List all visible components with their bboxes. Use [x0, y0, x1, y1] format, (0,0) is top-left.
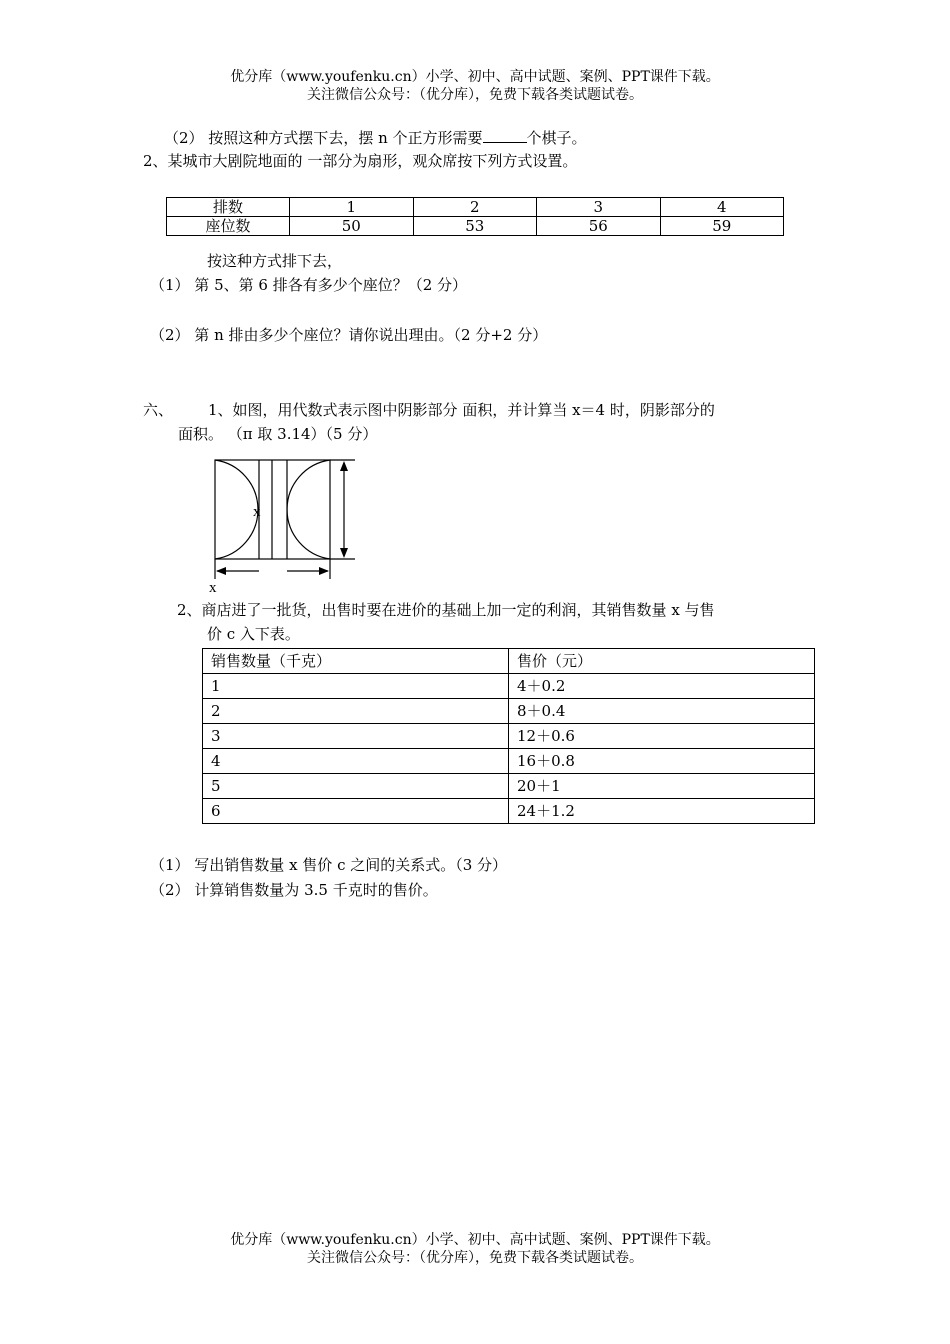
seat-header-cell: 座位数	[167, 217, 290, 236]
footer-line-2: 关注微信公众号：（优分库），免费下载各类试题试卷。	[307, 1250, 643, 1266]
table-cell: 1	[290, 198, 414, 217]
q2-intro: 2、某城市大剧院地面的 一部分为扇形，观众席按下列方式设置。	[143, 152, 578, 170]
section-label: 六、	[143, 401, 174, 419]
s6-q2-line1: 2、商店进了一批货，出售时要在进价的基础上加一定的利润，其销售数量 x 与售	[177, 601, 715, 619]
figure-label-x: x	[253, 504, 261, 520]
table-cell: 20＋1	[509, 774, 815, 799]
table-header-cell: 销售数量（千克）	[203, 649, 509, 674]
table-row	[203, 774, 815, 799]
sales-table	[202, 648, 815, 824]
table-header-cell: 售价（元）	[509, 649, 815, 674]
table-cell: 2	[413, 198, 537, 217]
q2-continue: 按这种方式排下去，	[207, 252, 343, 270]
table-cell: 59	[660, 217, 784, 236]
seat-table	[166, 197, 784, 236]
arrow-right-icon	[319, 567, 329, 575]
table-row	[167, 198, 784, 217]
q2-sub2: （2） 第 n 排由多少个座位？请你说出理由。（2 分+2 分）	[150, 326, 548, 344]
table-cell: 2	[203, 699, 509, 724]
arrow-left-icon	[216, 567, 226, 575]
right-semicircle	[287, 460, 330, 559]
table-cell: 4＋0.2	[509, 674, 815, 699]
s6-q1-line1: 1、如图，用代数式表示图中阴影部分 面积，并计算当 x＝4 时，阴影部分的	[208, 401, 715, 419]
table-cell: 8＋0.4	[509, 699, 815, 724]
q1-part2-text: （2） 按照这种方式摆下去，摆 n 个正方形需要	[164, 129, 483, 147]
table-cell: 3	[537, 198, 661, 217]
table-cell: 6	[203, 799, 509, 824]
table-cell: 5	[203, 774, 509, 799]
s6-q2-sub1: （1） 写出销售数量 x 售价 c 之间的关系式。（3 分）	[150, 856, 508, 874]
table-cell: 4	[660, 198, 784, 217]
table-header-row	[203, 649, 815, 674]
left-semicircle	[215, 460, 258, 559]
q1-part2	[164, 128, 587, 147]
table-cell: 3	[203, 724, 509, 749]
table-cell: 50	[290, 217, 414, 236]
figure-label-x-bottom: x	[209, 580, 217, 595]
footer-line-1: 优分库（www.youfenku.cn）小学、初中、高中试题、案例、PPT课件下载。	[230, 1232, 720, 1248]
arrow-down-icon	[340, 548, 348, 558]
header-line-2: 关注微信公众号：（优分库），免费下载各类试题试卷。	[307, 87, 643, 103]
row-header-cell: 排数	[167, 198, 290, 217]
q2-sub1: （1） 第 5、第 6 排各有多少个座位？（2 分）	[150, 276, 468, 294]
table-row	[167, 217, 784, 236]
q1-part2-suffix: 个棋子。	[526, 129, 587, 147]
arrow-up-icon	[340, 461, 348, 471]
table-row	[203, 749, 815, 774]
s6-q2-line2: 价 c 入下表。	[207, 625, 300, 643]
table-row	[203, 799, 815, 824]
answer-blank[interactable]	[483, 128, 527, 143]
table-cell: 16＋0.8	[509, 749, 815, 774]
table-cell: 56	[537, 217, 661, 236]
table-row	[203, 699, 815, 724]
s6-q1-line2: 面积。 （π 取 3.14）（5 分）	[178, 425, 378, 443]
table-row	[203, 724, 815, 749]
table-cell: 24＋1.2	[509, 799, 815, 824]
table-row	[203, 674, 815, 699]
table-cell: 1	[203, 674, 509, 699]
shaded-area-figure	[205, 455, 365, 595]
header-line-1: 优分库（www.youfenku.cn）小学、初中、高中试题、案例、PPT课件下载。	[230, 69, 720, 85]
table-cell: 12＋0.6	[509, 724, 815, 749]
table-cell: 4	[203, 749, 509, 774]
table-cell: 53	[413, 217, 537, 236]
s6-q2-sub2: （2） 计算销售数量为 3.5 千克时的售价。	[150, 881, 438, 899]
